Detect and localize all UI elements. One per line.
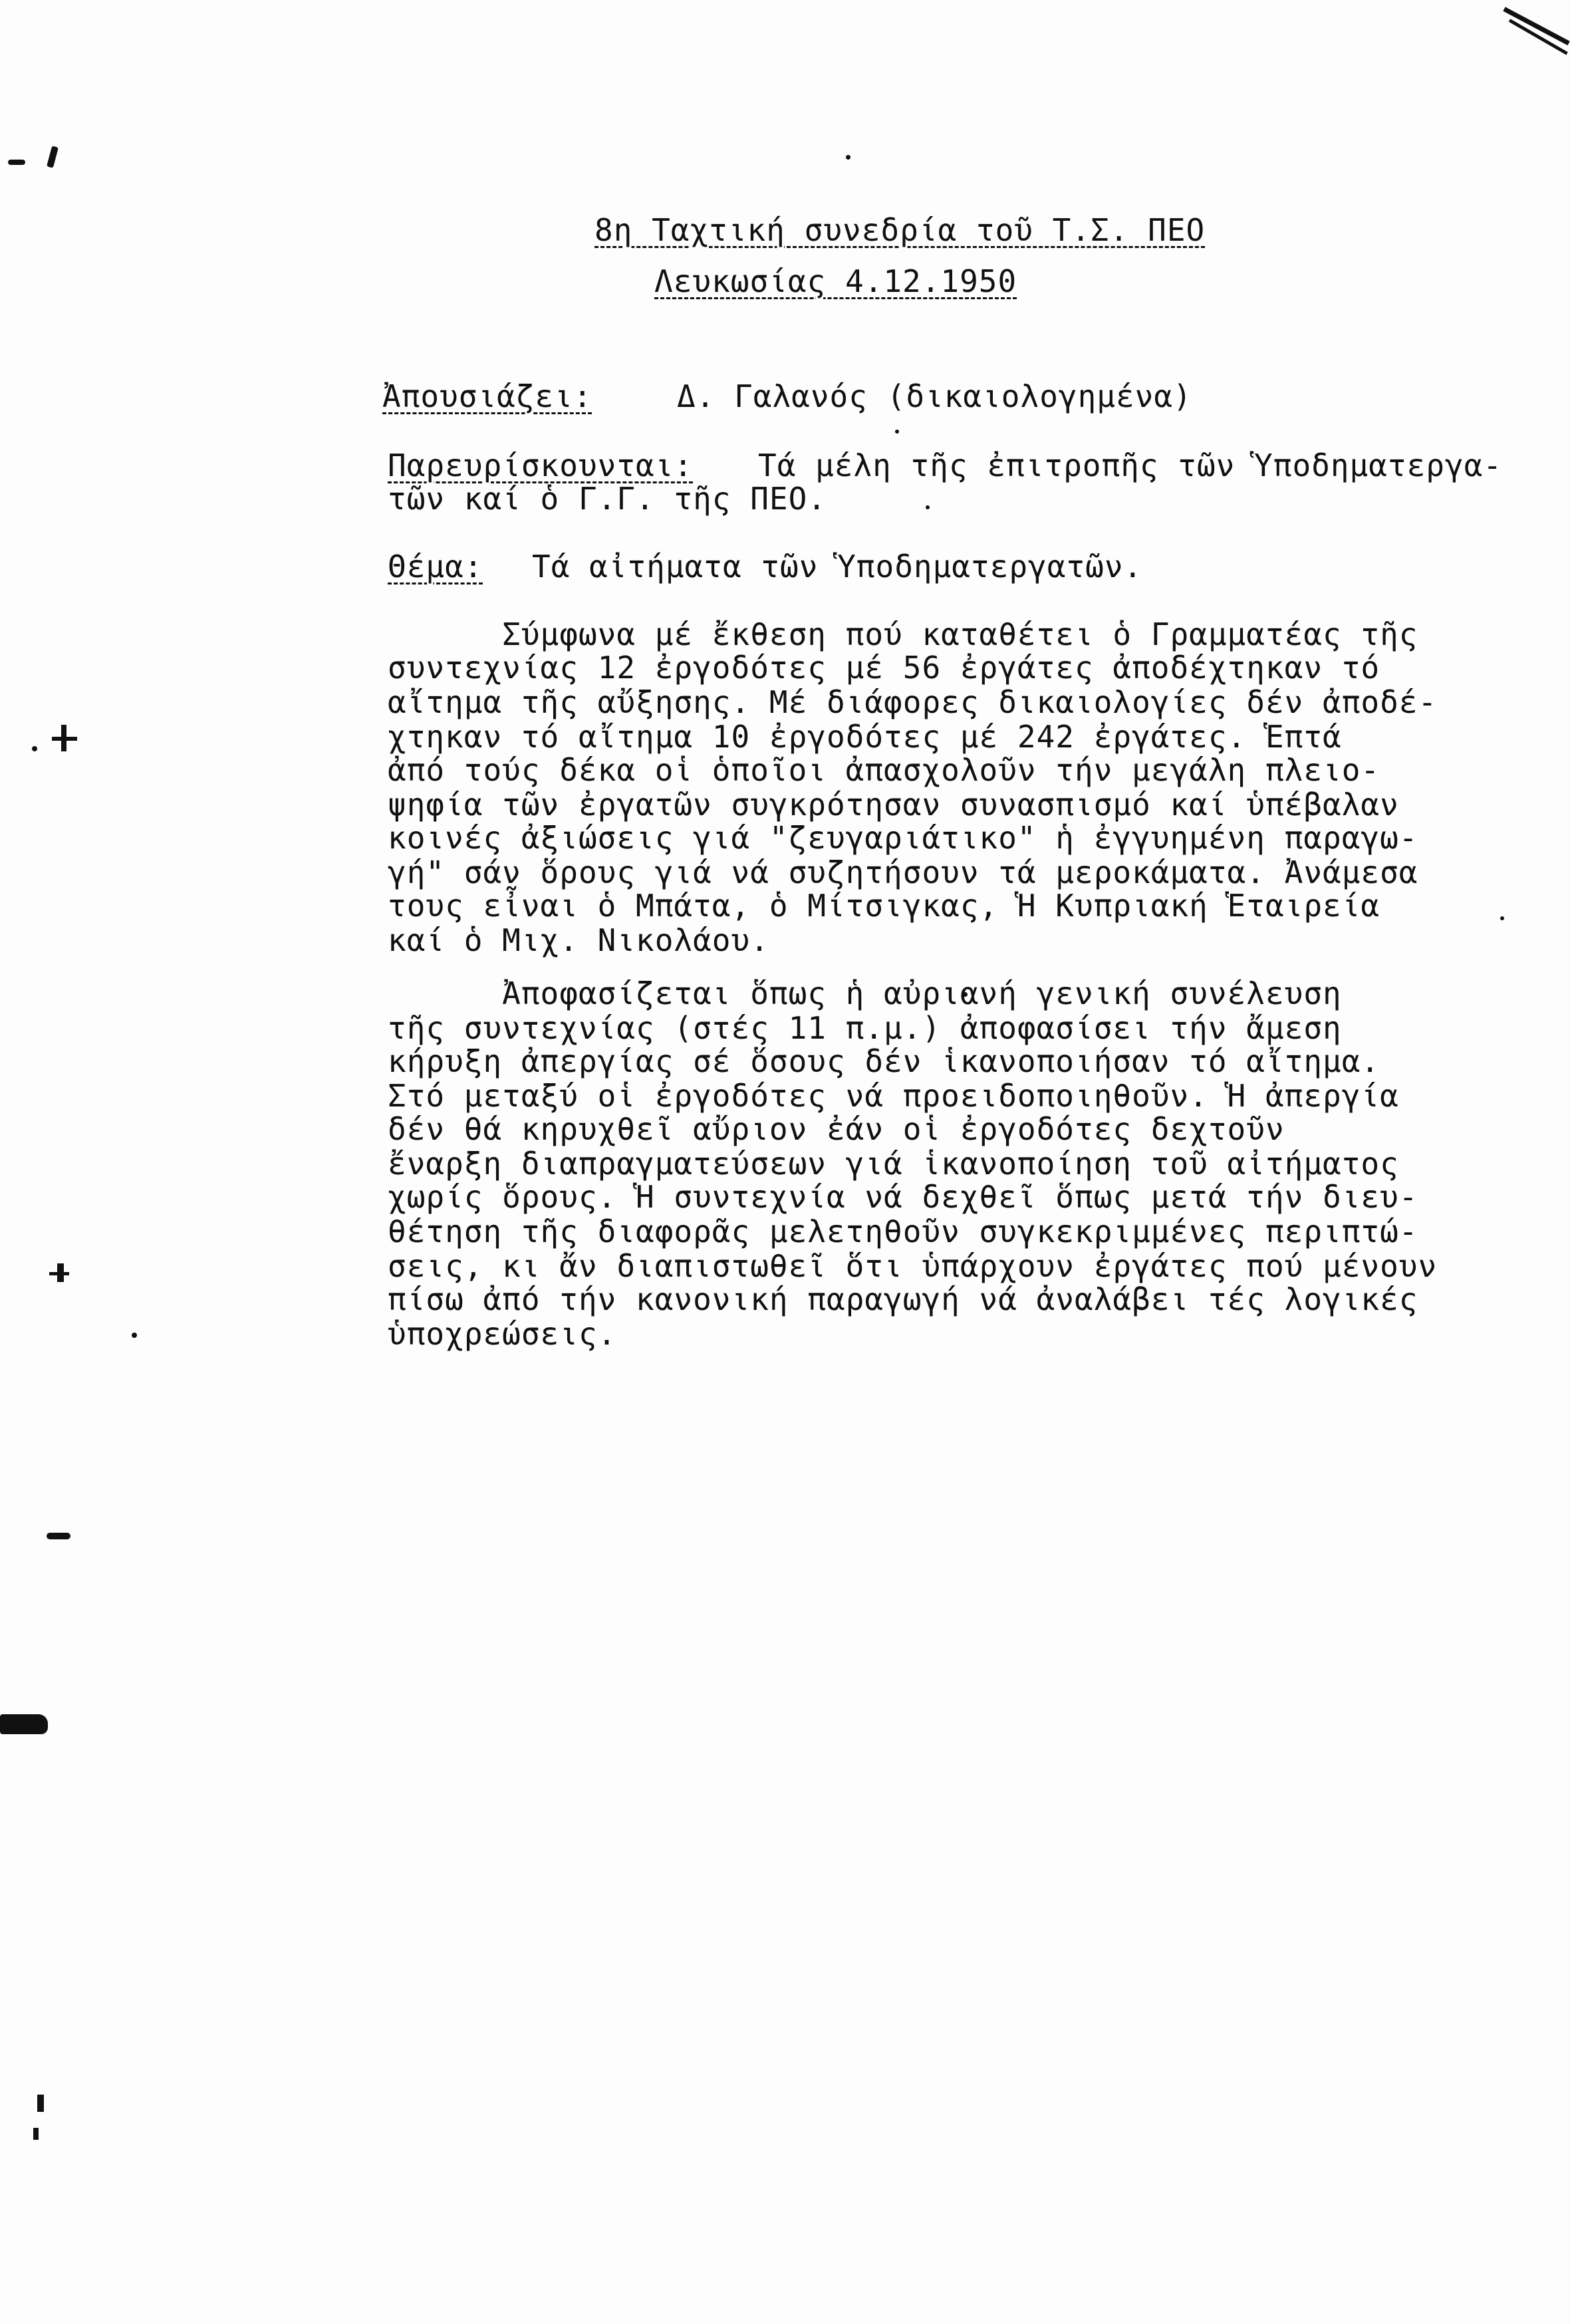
paragraph-2-line: χωρίς ὅρους. Ἡ συντεχνία νά δεχθεῖ ὅπως μετά τήν διευ- (388, 1179, 1418, 1215)
paragraph-2-line: ὑποχρεώσεις. (388, 1316, 617, 1352)
present-value-line-1: Τά μέλη τῆς ἐπιτροπῆς τῶν Ὑποδηματεργα- (758, 448, 1503, 483)
margin-speck (8, 160, 25, 165)
paragraph-1-line: ψηφία τῶν ἐργατῶν συγκρότησαν συνασπισμό καί ὑπέβαλαν (388, 787, 1399, 823)
margin-speck (47, 1533, 70, 1539)
paragraph-2-line: σεις, κι ἄν διαπιστωθεῖ ὅτι ὑπάρχουν ἐργάτες πού μένουν (388, 1248, 1438, 1284)
paragraph-2-line: δέν θά κηρυχθεῖ αὔριον ἐάν οἱ ἐργοδότες δεχτοῦν (388, 1111, 1285, 1147)
paragraph-2-line: θέτηση τῆς διαφορᾶς μελετηθοῦν συγκεκριμμένες περιπτώ- (388, 1214, 1418, 1249)
present-label: Παρευρίσκουνται: (388, 448, 694, 483)
paragraph-2-line: ἔναρξη διαπραγματεύσεων γιά ἱκανοποίηση τοῦ αἰτήματος (388, 1146, 1399, 1182)
paragraph-1-line: Σύμφωνα μέ ἔκθεση πού καταθέτει ὁ Γραμματέας τῆς (388, 616, 1418, 652)
margin-speck (846, 155, 850, 160)
present-value-line-2: τῶν καί ὁ Γ.Γ. τῆς ΠΕΟ. (388, 481, 827, 517)
paragraph-2-line: κήρυξη ἀπεργίας σέ ὅσους δέν ἱκανοποιήσαν τό αἴτημα. (388, 1043, 1380, 1079)
margin-speck (33, 2128, 39, 2140)
margin-speck (47, 146, 59, 168)
meeting-place-date: Λευκωσίας 4.12.1950 (654, 263, 1017, 299)
margin-speck (32, 746, 37, 751)
margin-speck (37, 2095, 44, 2112)
paragraph-1-line: κοινές ἀξιώσεις γιά "ζευγαριάτικο" ἡ ἐγγυημένη παραγω- (388, 820, 1418, 856)
paragraph-2-line: πίσω ἀπό τήν κανονική παραγωγή νά ἀναλάβει τές λογικές (388, 1281, 1418, 1317)
absent-value: Δ. Γαλανός (δικαιολογημένα) (677, 378, 1192, 414)
paragraph-1-line: χτηκαν τό αἴτημα 10 ἐργοδότες μέ 242 ἐργάτες. Ἑπτά (388, 719, 1342, 755)
meeting-title: 8η Ταχτική συνεδρία τοῦ Τ.Σ. ΠΕΟ (594, 212, 1206, 248)
margin-speck (895, 430, 899, 434)
paragraph-1-line: αἴτημα τῆς αὔξησης. Μέ διάφορες δικαιολογίες δέν ἀποδέ- (388, 684, 1438, 720)
subject-value: Τά αἰτήματα τῶν Ὑποδηματεργατῶν. (532, 549, 1143, 584)
paragraph-1-line: συντεχνίας 12 ἐργοδότες μέ 56 ἐργάτες ἀποδέχτηκαν τό (388, 650, 1380, 686)
paragraph-2-line: τῆς συντεχνίας (στές 11 π.μ.) ἀποφασίσει τήν ἄμεση (388, 1010, 1342, 1046)
margin-speck (49, 1272, 69, 1275)
subject-label: Θέμα: (388, 549, 483, 584)
margin-speck (132, 1333, 137, 1338)
margin-speck (52, 737, 77, 741)
margin-speck (0, 1714, 48, 1734)
margin-speck (1500, 916, 1504, 920)
margin-speck (926, 505, 930, 509)
paragraph-1-line: ἀπό τούς δέκα οἱ ὁποῖοι ἀπασχολοῦν τήν μεγάλη πλειο- (388, 752, 1380, 788)
paragraph-2-line: Ἀποφασίζεται ὅπως ἡ αὐριανή γενική συνέλευση (388, 975, 1342, 1011)
paragraph-1-line: καί ὁ Μιχ. Νικολάου. (388, 922, 769, 958)
corner-scan-stroke (1503, 7, 1569, 45)
paragraph-1-line: τους εἶναι ὁ Μπάτα, ὁ Μίτσιγκας, Ἡ Κυπριακή Ἑταιρεία (388, 888, 1380, 924)
paragraph-2-line: Στό μεταξύ οἱ ἐργοδότες νά προειδοποιηθοῦν. Ἡ ἀπεργία (388, 1078, 1399, 1114)
paragraph-1-line: γή" σάν ὅρους γιά νά συζητήσουν τά μεροκάματα. Ἀνάμεσα (388, 854, 1418, 890)
absent-label: Ἀπουσιάζει: (382, 378, 592, 414)
